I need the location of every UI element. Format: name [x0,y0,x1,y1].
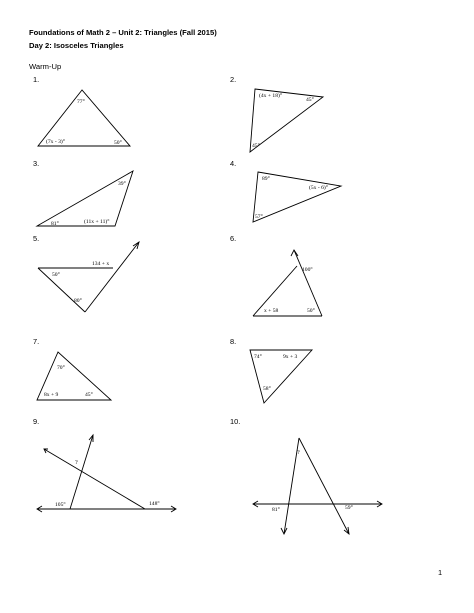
exterior-angle-label: 134 + x [92,261,110,267]
angle-label-right: 59° [345,505,353,511]
angle-label-right: 50° [114,140,122,146]
unknown-angle-label: ? [75,459,78,466]
problem-9-figure [37,435,176,512]
problem-1-number: 1. [33,75,40,84]
page-number: 1 [438,568,443,577]
problem-3-triangle [37,171,133,227]
problem-3-number: 3. [33,159,40,168]
arrow-head [291,250,298,256]
angle-label-left: 81° [272,507,280,513]
extended-side [294,250,322,316]
angle-label-left: 8x + 9 [44,392,59,398]
arrow-head-bottom-left [281,528,287,534]
problem-2-triangle [250,89,323,152]
angle-label-left: 74° [254,354,262,360]
problem-5-triangle [38,242,139,312]
angle-label-top: 77° [77,99,85,105]
transversal-left [70,435,93,509]
unknown-angle-label: ? [297,449,300,456]
triangle-shape [37,171,133,226]
worksheet-subtitle: Day 2: Isosceles Triangles [29,41,124,50]
problem-7-number: 7. [33,337,40,346]
angle-label-top: 89° [262,176,270,182]
problem-5-number: 5. [33,234,40,243]
problem-9-number: 9. [33,417,40,426]
problem-8-triangle [250,350,312,403]
angle-label-left: 50° [52,272,60,278]
problem-1-triangle [38,90,130,146]
transversal-right [44,449,145,509]
extended-side [85,242,139,312]
angle-label-bottom: 45° [252,143,260,149]
angle-label-bottom: 58° [263,386,271,392]
problem-7-triangle [37,352,111,400]
angle-label-top: 70° [57,365,65,371]
section-heading: Warm-Up [29,62,62,71]
angle-label-top: 39° [118,181,126,187]
worksheet-title: Foundations of Math 2 – Unit 2: Triangles (Fall 2015) [29,28,217,37]
exterior-angle-label: 100° [302,267,313,273]
angle-label-right: 45° [85,392,93,398]
problem-8-number: 8. [230,337,237,346]
problem-10-number: 10. [230,417,241,426]
angle-label-left: 105° [55,502,66,508]
arrow-head-bottom-right [344,527,349,534]
problem-6-triangle [253,250,322,316]
angle-label-left: x + 58 [264,308,279,314]
problem-10-figure [253,438,382,534]
angle-label-right: (5x - 6)° [309,185,329,191]
problem-4-number: 4. [230,159,237,168]
problem-4-triangle [253,172,341,222]
angle-label-bottom: 57° [255,214,263,220]
angle-label-left: (7x - 3)° [46,139,66,145]
problem-2-number: 2. [230,75,237,84]
angle-label-bottom: 80° [74,298,82,304]
angle-label-right: 148° [149,501,160,507]
left-side [38,268,85,312]
angle-label-right: 50° [307,308,315,314]
angle-label-top: (4x + 18)° [259,93,283,99]
right-side [299,438,349,534]
angle-label-right: (11x + 11)° [84,219,110,225]
side-label-top: 9x + 3 [283,354,298,360]
problem-6-number: 6. [230,234,237,243]
angle-label-left: 81° [51,221,59,227]
angle-label-right: 45° [306,97,314,103]
